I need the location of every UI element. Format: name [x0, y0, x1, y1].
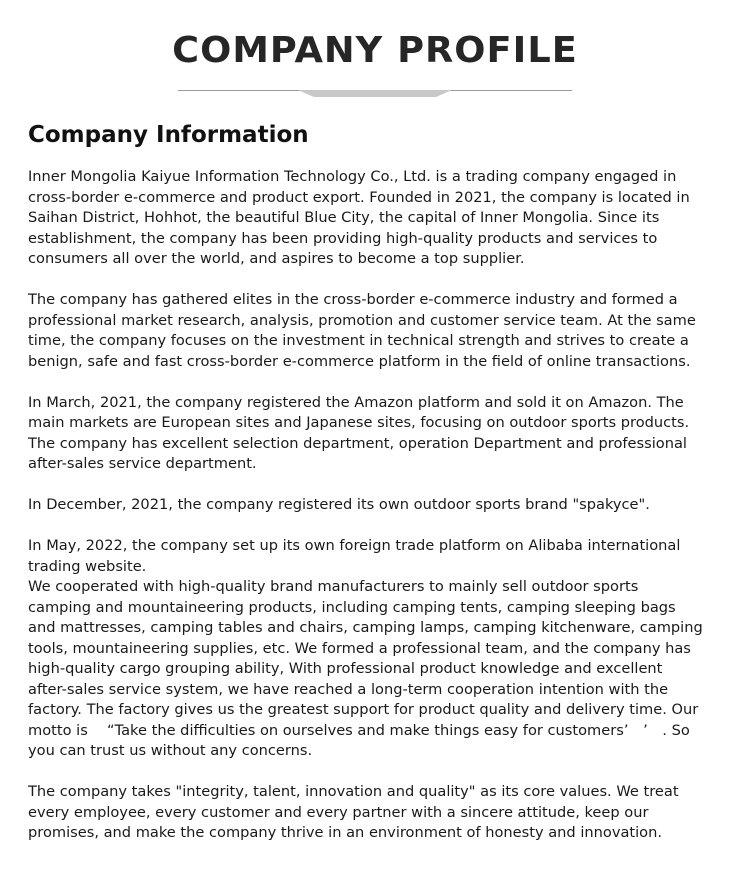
paragraph-alibaba: In May, 2022, the company set up its own foreign trade platform on Alibaba international trading website.	[28, 537, 681, 575]
title-divider	[178, 88, 572, 98]
section-heading: Company Information	[28, 122, 309, 148]
company-description	[28, 167, 728, 864]
paragraph-products: We cooperated with high-quality brand manufacturers to mainly sell outdoor sports camping and mountaineering products, including camping tents, camping sleeping bags and mattresses, camping tables and chairs, camping lamps, camping kitchenware, camping tools, mountaineering supplies, etc. We formed a professional team, and the company has high-quality cargo grouping ability, With professional product knowledge and excellent after-sales service system, we have reached a long-term cooperation intention with the factory. The factory gives us the greatest support for product quality and delivery time. Our motto is “Take the difficulties on ourselves and make things easy for customers’ ’ . So you can trust us without any concerns.	[28, 578, 703, 759]
paragraph-brand: In December, 2021, the company registered its own outdoor sports brand "spakyce".	[28, 496, 650, 513]
divider-wedge	[298, 90, 452, 97]
paragraph-values: The company takes "integrity, talent, innovation and quality" as its core values. We treat every employee, every customer and every partner with a sincere attitude, keep our promises, and make the company thrive in an environment of honesty and innovation.	[28, 783, 679, 841]
page-title: COMPANY PROFILE	[172, 30, 578, 71]
paragraph-intro: Inner Mongolia Kaiyue Information Technology Co., Ltd. is a trading company engaged in cross-border e-commerce and product export. Founded in 2021, the company is located in Saihan District, Hohhot, the beautiful Blue City, the capital of Inner Mongolia. Since its establishment, the company has been providing high-quality products and services to consumers all over the world, and aspires to become a top supplier.	[28, 168, 690, 267]
page-header	[0, 26, 750, 76]
paragraph-amazon: In March, 2021, the company registered the Amazon platform and sold it on Amazon. The main markets are European sites and Japanese sites, focusing on outdoor sports products. The company has excellent selection department, operation Department and professional after-sales service department.	[28, 393, 690, 472]
paragraph-team: The company has gathered elites in the cross-border e-commerce industry and formed a professional market research, analysis, promotion and customer service team. At the same time, the company focuses on the investment in technical strength and strives to create a benign, safe and fast cross-border e-commerce platform in the field of online transactions.	[28, 291, 696, 370]
